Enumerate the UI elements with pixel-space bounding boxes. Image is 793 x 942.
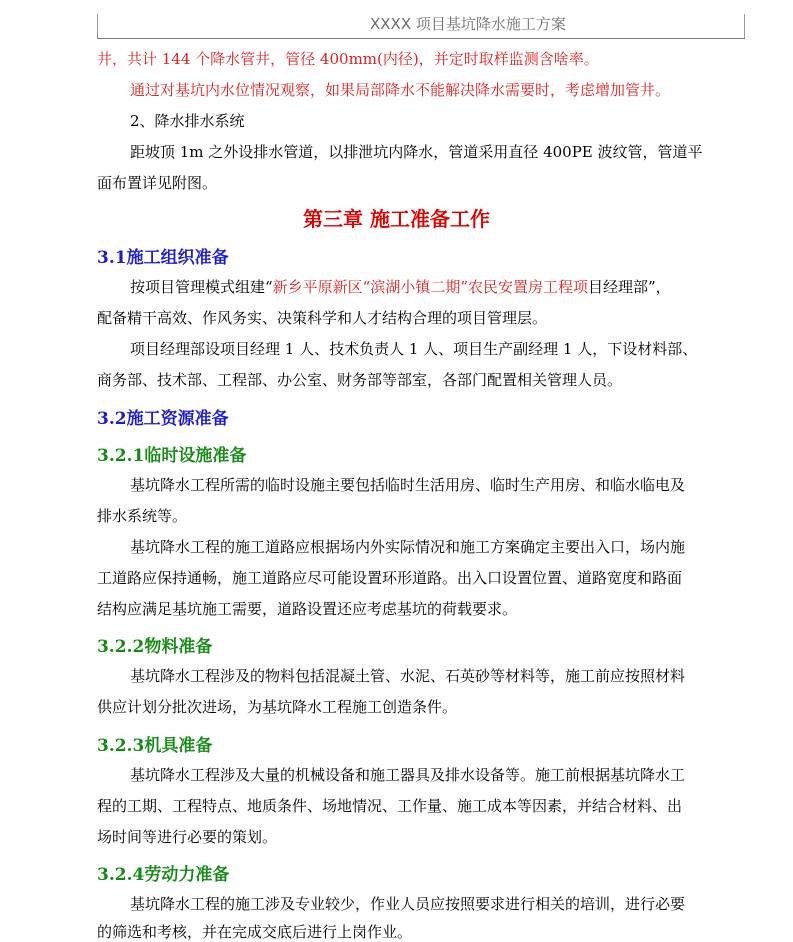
text-run: 目经理部”， [588, 278, 671, 296]
body-text-line [130, 277, 671, 297]
body-text-line: 商务部、技术部、工程部、办公室、财务部等部室，各部门配置相关管理人员。 [97, 371, 623, 389]
body-text-line: 通过对基坑内水位情况观察，如果局部降水不能解决降水需要时，考虑增加管井。 [130, 81, 671, 99]
body-text-line: 井，共计 144 个降水管井，管径 400mm(内径)，并定时取样监测含啥率。 [97, 50, 599, 68]
text-run: 按项目管理模式组建“ [130, 278, 273, 296]
subsection-heading: 3.2.2物料准备 [97, 637, 213, 657]
subsection-heading: 3.2.1临时设施准备 [97, 446, 247, 466]
body-text-line: 基坑降水工程涉及的物料包括混凝土管、水泥、石英砂等材料等，施工前应按照材料 [130, 667, 686, 685]
subsection-heading: 3.2.4劳动力准备 [97, 865, 230, 885]
section-heading: 3.1施工组织准备 [97, 248, 229, 268]
body-text-line: 基坑降水工程的施工涉及专业较少，作业人员应按照要求进行相关的培训，进行必要 [130, 895, 686, 913]
body-text-line: 配备精干高效、作风务实、决策科学和人才结构合理的项目管理层。 [97, 309, 548, 327]
page-header-title: XXXX 项目基坑降水施工方案 [370, 15, 566, 33]
header-divider [97, 38, 745, 39]
body-text-line: 项目经理部设项目经理 1 人、技术负责人 1 人、项目生产副经理 1 人，下设材料部、 [130, 340, 698, 358]
project-name-highlight: 新乡平原新区“滨湖小镇二期”农民安置房工程项 [272, 278, 589, 296]
body-text-line: 供应计划分批次进场，为基坑降水工程施工创造条件。 [97, 698, 458, 716]
body-text-line: 的筛选和考核，并在完成交底后进行上岗作业。 [97, 923, 413, 941]
body-text-line: 基坑降水工程所需的临时设施主要包括临时生活用房、临时生产用房、和临水临电及 [130, 476, 686, 494]
list-item-heading: 2、降水排水系统 [130, 112, 245, 130]
body-text-line: 距坡顶 1m 之外设排水管道，以排泄坑内降水，管道采用直径 400PE 波纹管，管道平 [130, 143, 703, 161]
chapter-title: 第三章 施工准备工作 [303, 207, 490, 231]
body-text-line: 基坑降水工程涉及大量的机械设备和施工器具及排水设备等。施工前根据基坑降水工 [130, 766, 686, 784]
body-text-line: 结构应满足基坑施工需要，道路设置还应考虑基坑的荷载要求。 [97, 600, 518, 618]
body-text-line: 基坑降水工程的施工道路应根据场内外实际情况和施工方案确定主要出入口，场内施 [130, 538, 686, 556]
header-corner-left [97, 14, 98, 38]
body-text-line: 排水系统等。 [97, 507, 188, 525]
body-text-line: 面布置详见附图。 [97, 174, 218, 192]
header-corner-right [744, 14, 745, 38]
body-text-line: 场时间等进行必要的策划。 [97, 828, 278, 846]
body-text-line: 工道路应保持通畅，施工道路应尽可能设置环形道路。出入口设置位置、道路宽度和路面 [97, 569, 683, 587]
subsection-heading: 3.2.3机具准备 [97, 736, 213, 756]
section-heading: 3.2施工资源准备 [97, 409, 229, 429]
body-text-line: 程的工期、工程特点、地质条件、场地情况、工作量、施工成本等因素，并结合材料、出 [97, 797, 683, 815]
